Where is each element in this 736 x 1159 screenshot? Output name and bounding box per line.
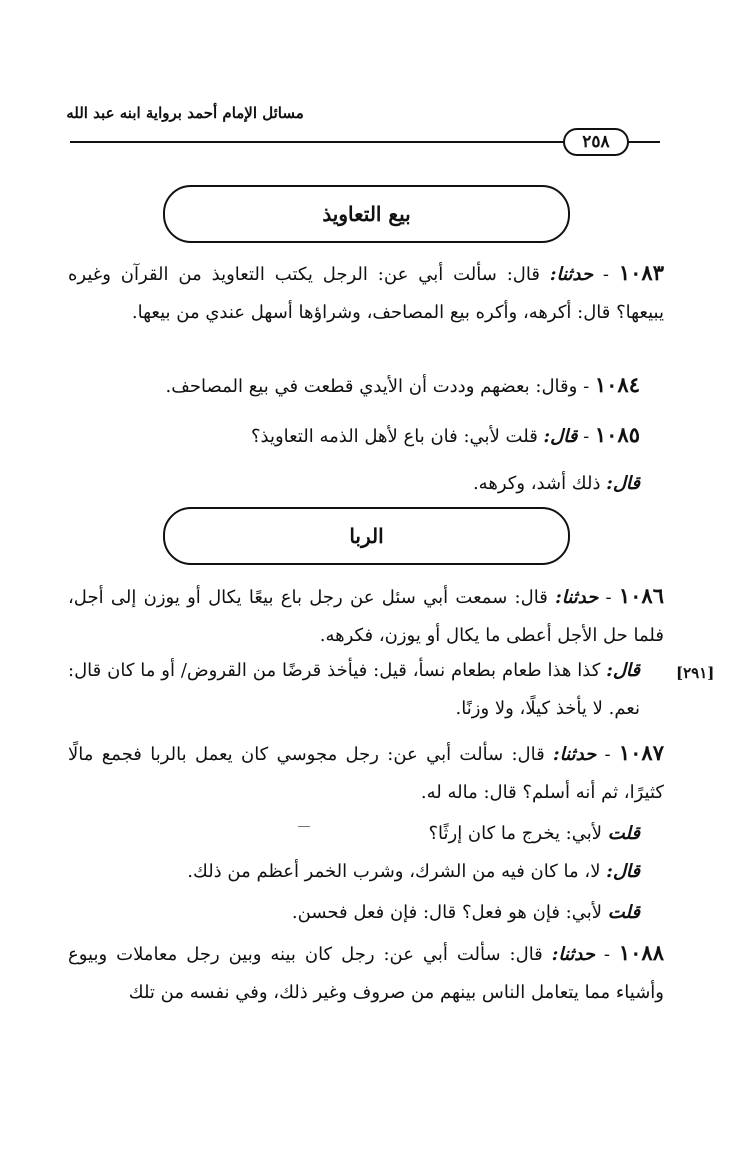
paragraph-1086 <box>68 577 664 655</box>
manuscript-page-marker: [٢٩١] <box>676 664 715 682</box>
entry-label: حدثنا: <box>549 264 593 285</box>
entry-text: قلت لأبي: فان باع لأهل الذمه التعاويذ؟ <box>250 426 544 447</box>
entry-separator: - <box>593 264 619 285</box>
section-heading-usury: الربا <box>163 507 570 565</box>
paragraph-1087 <box>68 734 664 812</box>
paragraph-1085-answer <box>100 465 640 503</box>
entry-label: قلت <box>607 902 640 923</box>
entry-label: حدثنا: <box>555 587 599 608</box>
paragraph-1084 <box>100 366 640 406</box>
entry-text: قال: سألت أبي عن: الرجل يكتب التعاويذ من القرآن وغيره يبيعها؟ قال: أكرهه، وأكره بيع المصاحف، وشراؤها أسهل عندي من بيعها. <box>68 264 664 323</box>
page-number: ٢٥٨ <box>563 128 629 156</box>
entry-separator: - <box>577 426 595 447</box>
entry-label: قلت <box>607 823 640 844</box>
entry-text: كذا هذا طعام بطعام نسأ، قيل: فيأخذ قرضًا من القروض/ أو ما كان قال: نعم. لا يأخذ كيلًا، ولا وزنًا. <box>68 660 640 719</box>
entry-separator: - <box>596 744 619 765</box>
entry-label: قال: <box>606 473 640 494</box>
entry-number: ١٠٨٨ <box>618 940 664 965</box>
entry-label: حدثنا: <box>553 744 597 765</box>
entry-text: قال: سألت أبي عن: رجل كان بينه وبين رجل معاملات وبيوع وأشياء مما يتعامل الناس بينهم من صروف وغير ذلك، وفي نفسه من تلك <box>68 944 664 1003</box>
paragraph-1087-a1 <box>100 853 640 891</box>
entry-text: لا، ما كان فيه من الشرك، وشرب الخمر أعظم من ذلك. <box>187 861 607 882</box>
entry-separator: - <box>577 376 595 397</box>
entry-text: قال: سألت أبي عن: رجل مجوسي كان يعمل بالربا فجمع مالًا كثيرًا، ثم أنه أسلم؟ قال: ماله له. <box>68 744 664 803</box>
entry-text: قال: سمعت أبي سئل عن رجل باع بيعًا يكال أو يوزن إلى أجل، فلما حل الأجل أعطى ما يكال أو يوزن، فكرهه. <box>68 587 664 646</box>
entry-separator: - <box>598 587 619 608</box>
entry-number: ١٠٨٤ <box>594 372 640 397</box>
paragraph-1085 <box>100 416 640 456</box>
paragraph-1087-q2 <box>100 894 640 932</box>
paragraph-1086-answer <box>68 652 640 728</box>
paragraph-1087-q1 <box>100 815 640 853</box>
entry-label: قال: <box>606 660 640 681</box>
entry-label: حدثنا: <box>551 944 595 965</box>
entry-label: قال: <box>606 861 640 882</box>
entry-number: ١٠٨٦ <box>618 583 664 608</box>
entry-text: لأبي: يخرج ما كان إرثًا؟ <box>428 823 608 844</box>
entry-text: وقال: بعضهم وددت أن الأيدي قطعت في بيع المصاحف. <box>165 376 578 397</box>
section-heading-amulets: بيع التعاويذ <box>163 185 570 243</box>
entry-number: ١٠٨٥ <box>594 422 640 447</box>
entry-number: ١٠٨٧ <box>618 740 664 765</box>
entry-text: لأبي: فإن هو فعل؟ قال: فإن فعل فحسن. <box>291 902 608 923</box>
entry-number: ١٠٨٣ <box>618 260 664 285</box>
paragraph-1088 <box>68 934 664 1012</box>
entry-text: ذلك أشد، وكرهه. <box>472 473 607 494</box>
paragraph-1083 <box>68 254 664 332</box>
running-header-title: مسائل الإمام أحمد برواية ابنه عبد الله <box>66 104 304 122</box>
entry-label: قال: <box>543 426 578 447</box>
entry-separator: - <box>594 944 619 965</box>
